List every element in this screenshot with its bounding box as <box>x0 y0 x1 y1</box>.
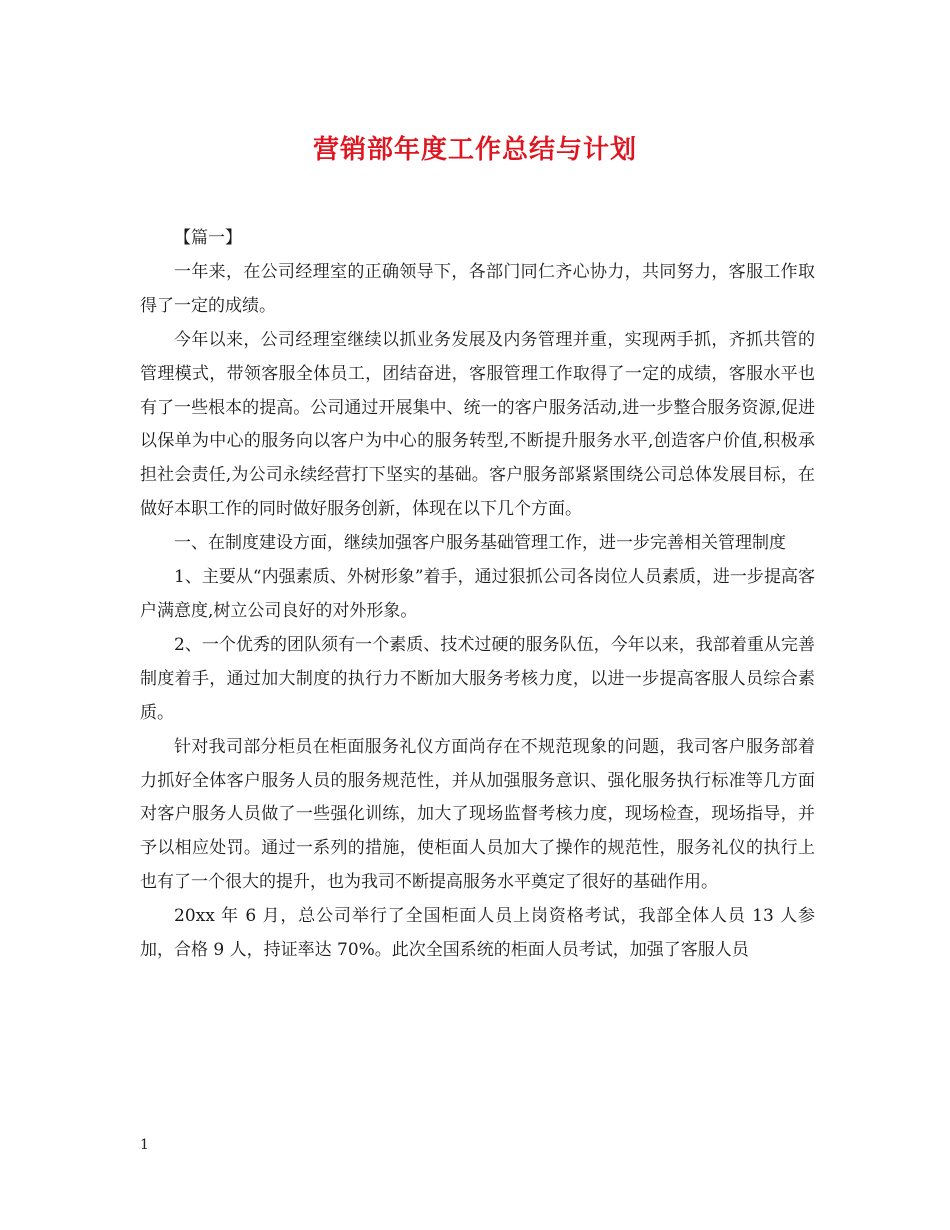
document-body <box>140 222 815 968</box>
page-number: 1 <box>140 1137 149 1153</box>
section-heading: 【篇一】 <box>174 228 242 248</box>
paragraph: 20xx 年 6 月，总公司举行了全国柜面人员上岗资格考试，我部全体人员 13 人参加，合格 9 人，持证率达 70%。此次全国系统的柜面人员考试，加强了客服人员 <box>140 906 815 961</box>
paragraph: 一年来，在公司经理室的正确领导下，各部门同仁齐心协力，共同努力，客服工作取得了一定的成绩。 <box>140 261 815 316</box>
paragraph: 针对我司部分柜员在柜面服务礼仪方面尚存在不规范现象的问题，我司客户服务部着力抓好全体客户服务人员的服务规范性，并从加强服务意识、强化服务执行标准等几方面对客户服务人员做了一些强化训练，加大了现场监督考核力度，现场检查，现场指导，并予以相应处罚。通过一系列的措施，使柜面人员加大了操作的规范性，服务礼仪的执行上也有了一个很大的提升，也为我司不断提高服务水平奠定了很好的基础作用。 <box>140 736 815 893</box>
paragraph: 1、主要从“内强素质、外树形象”着手，通过狠抓公司各岗位人员素质，进一步提高客户满意度,树立公司良好的对外形象。 <box>140 567 815 621</box>
paragraph: 今年以来，公司经理室继续以抓业务发展及内务管理并重，实现两手抓，齐抓共管的管理模式，带领客服全体员工，团结奋进，客服管理工作取得了一定的成绩，客服水平也有了一些根本的提高。公司通过开展集中、统一的客户服务活动,进一步整合服务资源,促进以保单为中心的服务向以客户为中心的服务转型,不断提升服务水平,创造客户价值,积极承担社会责任,为公司永续经营打下坚实的基础。客户服务部紧紧围绕公司总体发展目标，在做好本职工作的同时做好服务创新，体现在以下几个方面。 <box>140 329 815 520</box>
paragraph: 一、在制度建设方面，继续加强客户服务基础管理工作，进一步完善相关管理制度 <box>174 533 786 554</box>
paragraph: 2、一个优秀的团队须有一个素质、技术过硬的服务队伍，今年以来，我部着重从完善制度着手，通过加大制度的执行力不断加大服务考核力度，以进一步提高客服人员综合素质。 <box>140 634 815 723</box>
document-title: 营销部年度工作总结与计划 <box>312 135 637 165</box>
